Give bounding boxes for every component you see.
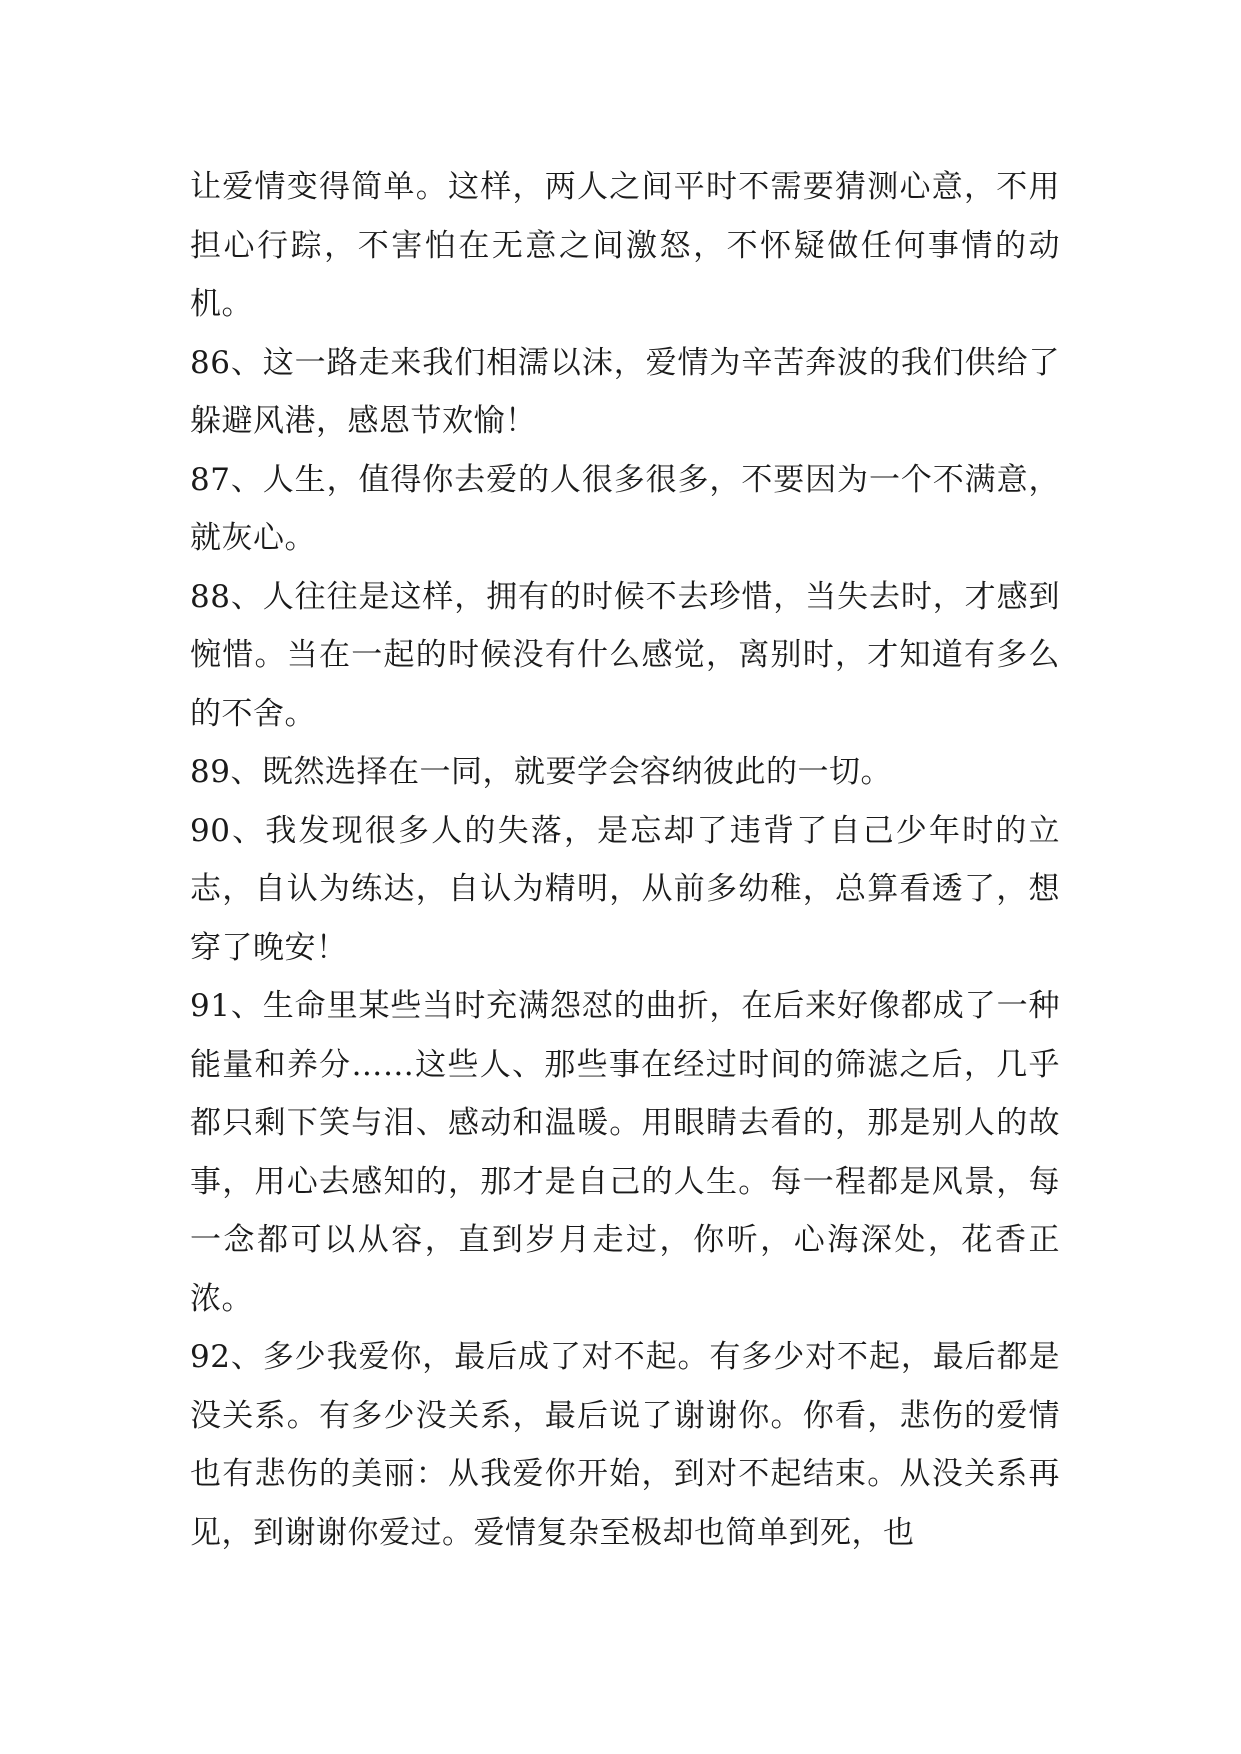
paragraph-88: 88、人往往是这样，拥有的时候不去珍惜，当失去时，才感到惋惜。当在一起的时候没有什么感觉，离别时，才知道有多么的不舍。 — [190, 578, 1060, 732]
paragraph-continuation: 让爱情变得简单。这样，两人之间平时不需要猜测心意，不用担心行踪，不害怕在无意之间激怒，不怀疑做任何事情的动机。 — [190, 169, 1060, 322]
paragraph-91: 91、生命里某些当时充满怨怼的曲折，在后来好像都成了一种能量和养分……这些人、那些事在经过时间的筛滤之后，几乎都只剩下笑与泪、感动和温暖。用眼睛去看的，那是别人的故事，用心去感知的，那才是自己的人生。每一程都是风景，每一念都可以从容，直到岁月走过，你听，心海深处，花香正浓。 — [190, 988, 1060, 1317]
paragraph-89: 89、既然选择在一同，就要学会容纳彼此的一切。 — [190, 754, 892, 790]
document-body — [190, 158, 1060, 1562]
paragraph-87: 87、人生，值得你去爱的人很多很多，不要因为一个不满意，就灰心。 — [190, 461, 1060, 556]
paragraph-86: 86、这一路走来我们相濡以沫，爱情为辛苦奔波的我们供给了躲避风港，感恩节欢愉！ — [190, 344, 1060, 439]
paragraph-92: 92、多少我爱你，最后成了对不起。有多少对不起，最后都是没关系。有多少没关系，最后说了谢谢你。你看，悲伤的爱情也有悲伤的美丽：从我爱你开始，到对不起结束。从没关系再见，到谢谢你爱过。爱情复杂至极却也简单到死，也 — [190, 1339, 1060, 1551]
paragraph-90: 90、我发现很多人的失落，是忘却了违背了自己少年时的立志，自认为练达，自认为精明，从前多幼稚，总算看透了，想穿了晚安！ — [190, 812, 1060, 966]
